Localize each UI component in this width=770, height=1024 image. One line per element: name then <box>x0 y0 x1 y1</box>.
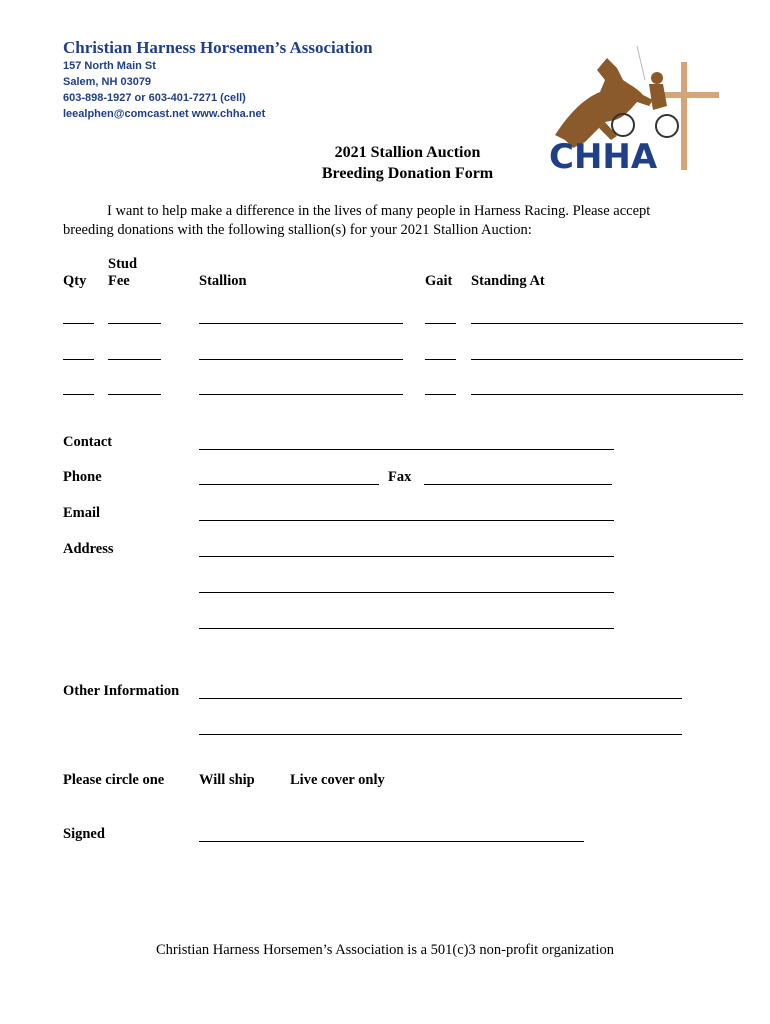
stud-fee-field-1[interactable] <box>108 323 161 324</box>
stud-fee-field-3[interactable] <box>108 394 161 395</box>
qty-field-3[interactable] <box>63 394 94 395</box>
standing-at-field-2[interactable] <box>471 359 743 360</box>
header-stallion: Stallion <box>199 273 247 289</box>
email-web-line: leealphen@comcast.net www.chha.net <box>63 108 266 120</box>
address-field-1[interactable] <box>199 556 614 557</box>
signature-field[interactable] <box>199 841 584 842</box>
fax-field[interactable] <box>424 484 612 485</box>
stallion-field-1[interactable] <box>199 323 403 324</box>
live-cover-only-option[interactable]: Live cover only <box>290 772 385 788</box>
standing-at-field-1[interactable] <box>471 323 743 324</box>
other-information-field-2[interactable] <box>199 734 682 735</box>
phone-label: Phone <box>63 469 102 485</box>
org-name: Christian Harness Horsemen’s Association <box>63 38 373 57</box>
phone-line: 603-898-1927 or 603-401-7271 (cell) <box>63 92 246 104</box>
header-standing-at: Standing At <box>471 273 545 289</box>
address-field-2[interactable] <box>199 592 614 593</box>
contact-label: Contact <box>63 434 113 450</box>
standing-at-field-3[interactable] <box>471 394 743 395</box>
form-title-line-1: 2021 Stallion Auction <box>334 144 481 161</box>
gait-field-2[interactable] <box>425 359 456 360</box>
intro-text: I want to help make a difference in the lives of many people in Harness Racing. Please accept breeding donations with the following stallion(s) for your 2021 Stallion Auction: <box>63 203 651 238</box>
other-information-label: Other Information <box>63 683 180 699</box>
will-ship-option[interactable]: Will ship <box>199 772 255 788</box>
address-field-3[interactable] <box>199 628 614 629</box>
phone-field[interactable] <box>199 484 379 485</box>
email-label: Email <box>63 505 101 521</box>
stud-fee-field-2[interactable] <box>108 359 161 360</box>
intro-paragraph <box>63 202 703 240</box>
stallion-field-3[interactable] <box>199 394 403 395</box>
other-information-field-1[interactable] <box>199 698 682 699</box>
gait-field-1[interactable] <box>425 323 456 324</box>
qty-field-2[interactable] <box>63 359 94 360</box>
address-label: Address <box>63 541 114 557</box>
form-title-line-2: Breeding Donation Form <box>321 165 494 182</box>
signed-label: Signed <box>63 826 105 842</box>
header-gait: Gait <box>425 273 453 289</box>
fax-label: Fax <box>388 469 412 485</box>
contact-field[interactable] <box>199 449 614 450</box>
address-line-1: 157 North Main St <box>63 60 156 72</box>
gait-field-3[interactable] <box>425 394 456 395</box>
stallion-field-2[interactable] <box>199 359 403 360</box>
header-fee: Fee <box>108 273 130 289</box>
email-field[interactable] <box>199 520 614 521</box>
logo-text: CHHA <box>549 137 658 175</box>
header-stud: Stud <box>108 256 138 272</box>
please-circle-one-label: Please circle one <box>63 772 165 788</box>
footer-note: Christian Harness Horsemen’s Association is a 501(c)3 non-profit organization <box>155 942 614 958</box>
header-qty: Qty <box>63 273 87 289</box>
qty-field-1[interactable] <box>63 323 94 324</box>
address-line-2: Salem, NH 03079 <box>63 76 152 88</box>
